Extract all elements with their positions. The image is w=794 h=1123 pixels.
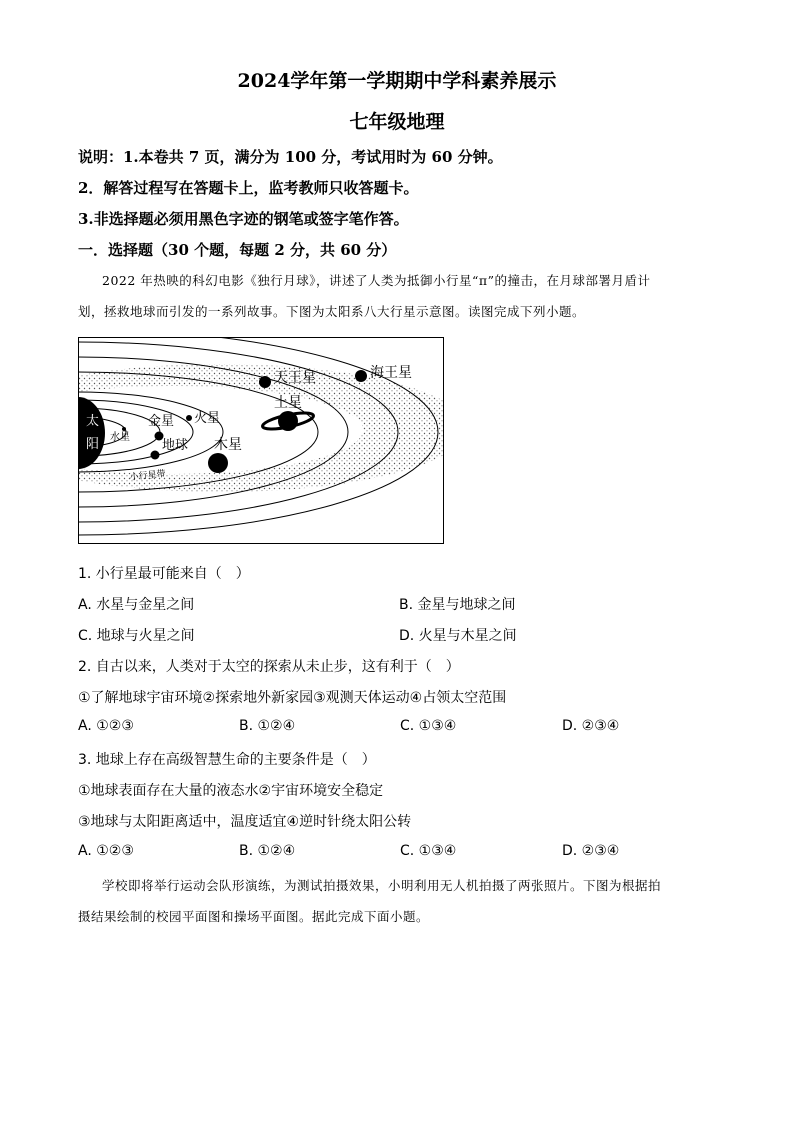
q3-stem: 3. 地球上存在高级智慧生命的主要条件是（ ） <box>78 752 376 768</box>
intro-2-line-2: 摄结果绘制的校园平面图和操场平面图。据此完成下面小题。 <box>78 909 430 924</box>
q2-stem: 2. 自古以来，人类对于太空的探索从未止步，这有利于（ ） <box>78 659 460 675</box>
mars-label: 火星 <box>194 411 221 426</box>
q2-option-a: A. ①②③ <box>78 718 134 734</box>
q1-option-c: C. 地球与火星之间 <box>78 628 195 644</box>
q1-option-d: D. 火星与木星之间 <box>399 628 517 644</box>
intro-1-line-2: 划，拯救地球而引发的一系列故事。下图为太阳系八大行星示意图。读图完成下列小题。 <box>78 304 586 319</box>
neptune-label: 海王星 <box>370 365 412 381</box>
mercury-label: 水星 <box>110 432 130 443</box>
q3-items-1: ①地球表面存在大量的液态水②宇宙环境安全稳定 <box>78 783 384 799</box>
sun-label-2: 阳 <box>86 437 100 452</box>
q2-option-c: C. ①③④ <box>400 718 457 734</box>
uranus <box>259 376 271 388</box>
instruction-3: 3.非选择题必须用黑色字迹的钢笔或签字笔作答。 <box>78 210 409 228</box>
uranus-label: 天王星 <box>274 370 316 386</box>
q1-option-b: B. 金星与地球之间 <box>399 597 516 613</box>
asteroid-belt-label: 小行星带 <box>129 469 167 483</box>
q3-option-d: D. ②③④ <box>562 843 620 859</box>
q2-option-d: D. ②③④ <box>562 718 620 734</box>
earth-label: 地球 <box>162 438 189 453</box>
mercury <box>122 427 126 431</box>
q3-option-b: B. ①②④ <box>239 843 296 859</box>
sun-label-1: 太 <box>86 414 100 429</box>
exam-subtitle: 七年级地理 <box>349 111 445 133</box>
q3-option-c: C. ①③④ <box>400 843 457 859</box>
instruction-1: 说明：1.本卷共 7 页，满分为 100 分，考试用时为 60 分钟。 <box>78 148 503 166</box>
intro-2-line-1: 学校即将举行运动会队形演练，为测试拍摄效果，小明利用无人机拍摄了两张照片。下图为根据拍 <box>102 878 662 893</box>
q1-stem: 1. 小行星最可能来自（ ） <box>78 566 250 582</box>
instruction-2: 2．解答过程写在答题卡上，监考教师只收答题卡。 <box>78 179 419 197</box>
section-title: 一．选择题（30 个题，每题 2 分，共 60 分） <box>78 241 397 259</box>
venus-label: 金星 <box>148 414 175 429</box>
jupiter-label: 木星 <box>214 437 242 453</box>
neptune <box>355 370 367 382</box>
mars <box>186 415 192 421</box>
jupiter <box>208 453 228 473</box>
intro-1-line-1: 2022 年热映的科幻电影《独行月球》，讲述了人类为抵御小行星“π”的撞击，在月球部署月盾计 <box>102 273 651 288</box>
q3-items-2: ③地球与太阳距离适中，温度适宜④逆时针绕太阳公转 <box>78 814 412 830</box>
saturn <box>278 411 298 431</box>
q1-option-a: A. 水星与金星之间 <box>78 597 195 613</box>
solar-system-diagram <box>78 337 444 544</box>
q2-option-b: B. ①②④ <box>239 718 296 734</box>
q3-option-a: A. ①②③ <box>78 843 134 859</box>
q2-items: ①了解地球宇宙环境②探索地外新家园③观测天体运动④占领太空范围 <box>78 690 507 706</box>
exam-title: 2024学年第一学期期中学科素养展示 <box>237 70 557 92</box>
earth <box>151 451 160 460</box>
saturn-label: 土星 <box>274 395 302 411</box>
